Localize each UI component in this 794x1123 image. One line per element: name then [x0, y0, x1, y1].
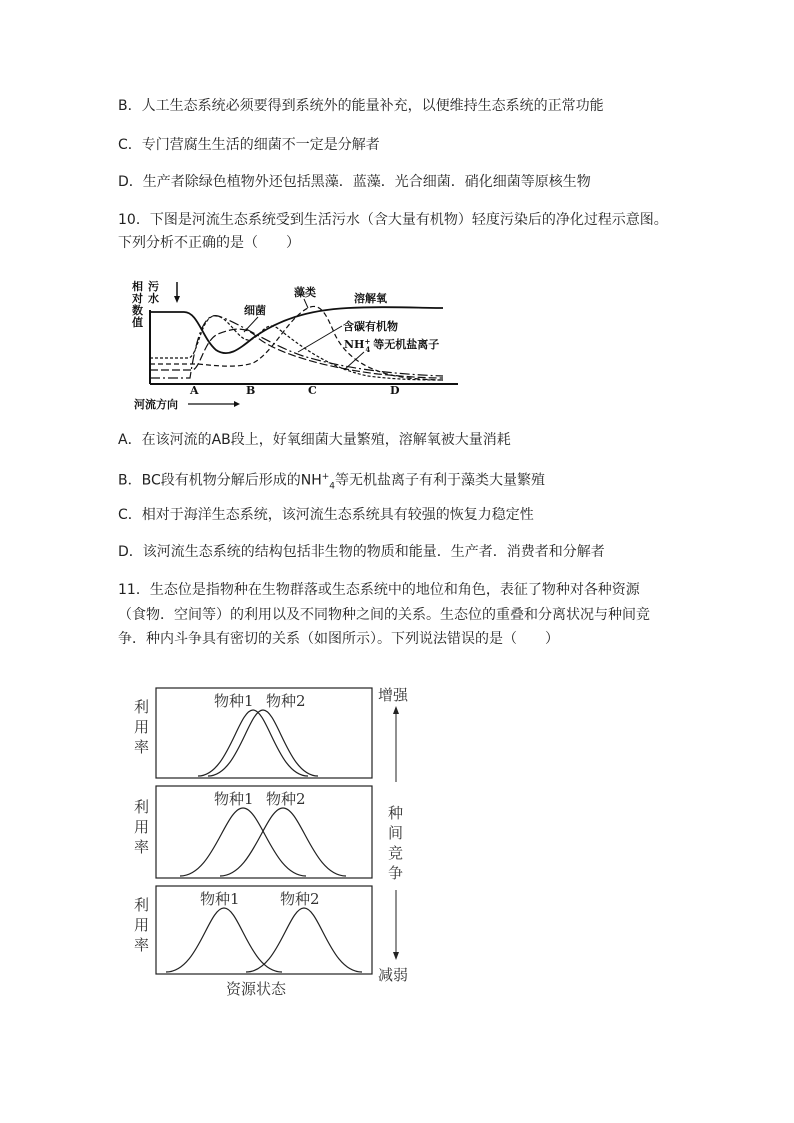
- label-oxygen: 溶解氧: [354, 292, 387, 305]
- label-nh4-ions: NH+ 4 等无机盐离子: [344, 337, 440, 354]
- question-10-line1: 10．下图是河流生态系统受到生活污水（含大量有机物）轻度污染后的净化过程示意图。: [118, 212, 668, 228]
- panel-2-ylabel-2: 用: [134, 818, 150, 836]
- panel-3-ylabel-3: 率: [134, 936, 150, 954]
- panel-2-ylabel-3: 率: [134, 838, 150, 856]
- competition-arrow-up: [393, 706, 399, 714]
- option-c-q10: C．相对于海洋生态系统，该河流生态系统具有较强的恢复力稳定性: [118, 507, 534, 523]
- river-purification-figure: [128, 278, 473, 413]
- panel-3-species1: 物种1: [200, 890, 240, 908]
- fig1-xlabel: 河流方向: [134, 398, 178, 411]
- point-b: B: [246, 384, 256, 397]
- fig2-xlabel: 资源状态: [226, 980, 287, 998]
- fig1-ylabel-3: 数: [132, 304, 143, 317]
- panel-2-species2-curve: [220, 808, 346, 876]
- option-a-q10: A．在该河流的AB段上，好氧细菌大量繁殖，溶解氧被大量消耗: [118, 432, 511, 448]
- panel-3-species2-curve: [246, 908, 362, 972]
- fig1-sewage-1: 污: [148, 280, 159, 293]
- sewage-arrowhead: [174, 296, 180, 303]
- comp-char-4: 争: [388, 864, 404, 882]
- panel-1-species1: 物种1: [214, 692, 254, 710]
- panel-1-ylabel-2: 用: [134, 718, 150, 736]
- fig1-sewage-2: 水: [148, 292, 159, 305]
- option-b-q9: B．人工生态系统必须要得到系统外的能量补充，以便维持生态系统的正常功能: [118, 98, 604, 114]
- competition-arrow-down: [393, 952, 399, 960]
- point-d: D: [390, 384, 400, 397]
- panel-1-ylabel-3: 率: [134, 738, 150, 756]
- option-d-q10: D．该河流生态系统的结构包括非生物的物质和能量．生产者．消费者和分解者: [118, 544, 605, 560]
- label-bacteria: 细菌: [244, 304, 266, 317]
- leader-bacteria: [244, 317, 258, 332]
- leader-organic: [298, 326, 342, 352]
- panel-1-species2: 物种2: [266, 692, 306, 710]
- panel-2-ylabel-1: 利: [134, 798, 150, 816]
- label-algae: 藻类: [294, 286, 316, 299]
- river-direction-arrowhead: [234, 401, 240, 407]
- panel-3-ylabel-1: 利: [134, 896, 150, 914]
- comp-char-3: 竞: [388, 844, 404, 862]
- question-11-line2: （食物．空间等）的利用以及不同物种之间的关系。生态位的重叠和分离状况与种间竞: [118, 607, 650, 623]
- leader-algae: [304, 299, 308, 308]
- point-c: C: [308, 384, 317, 397]
- niche-overlap-figure: [128, 682, 418, 1002]
- panel-2-species1-curve: [180, 808, 306, 876]
- panel-2-species2: 物种2: [266, 790, 306, 808]
- panel-1-ylabel-1: 利: [134, 698, 150, 716]
- panel-1-frame: [156, 688, 372, 778]
- label-organic-carbon: 含碳有机物: [343, 320, 398, 333]
- fig1-ylabel-1: 相: [132, 280, 143, 293]
- label-strong: 增强: [378, 686, 409, 704]
- comp-char-2: 间: [388, 824, 404, 842]
- panel-3-species1-curve: [166, 908, 282, 972]
- option-c-q9: C．专门营腐生生活的细菌不一定是分解者: [118, 137, 380, 153]
- panel-3-species2: 物种2: [280, 890, 320, 908]
- panel-3-frame: [156, 886, 372, 974]
- panel-2-species1: 物种1: [214, 790, 254, 808]
- option-b-q10: B．BC段有机物分解后形成的$NH^+_4$等无机盐离子有利于藻类大量繁殖: [118, 472, 546, 492]
- fig1-ylabel-2: 对: [132, 292, 143, 305]
- question-10-line2: 下列分析不正确的是（ ）: [118, 235, 300, 251]
- comp-char-1: 种: [388, 804, 404, 822]
- label-weak: 减弱: [378, 966, 409, 984]
- panel-3-ylabel-2: 用: [134, 916, 150, 934]
- question-11-line1: 11．生态位是指物种在生物群落或生态系统中的地位和角色，表征了物种对各种资源: [118, 582, 640, 598]
- point-a: A: [190, 384, 199, 397]
- option-d-q9: D．生产者除绿色植物外还包括黑藻．蓝藻．光合细菌．硝化细菌等原核生物: [118, 174, 591, 190]
- question-11-line3: 争．种内斗争具有密切的关系（如图所示）。下列说法错误的是（ ）: [118, 631, 559, 647]
- fig1-ylabel-4: 值: [132, 316, 143, 329]
